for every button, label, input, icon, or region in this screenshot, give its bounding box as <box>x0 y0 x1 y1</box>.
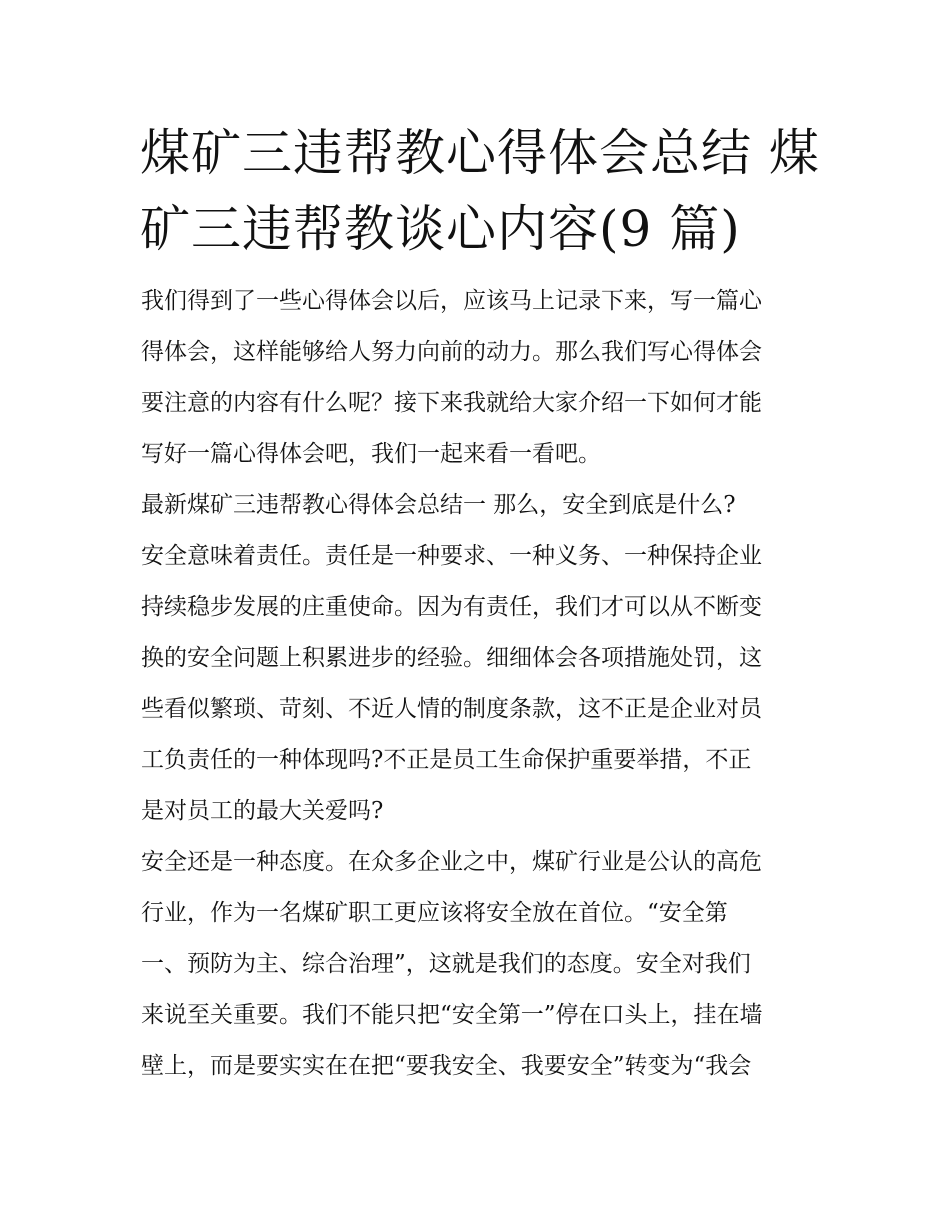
body-text-line: 要注意的内容有什么呢？接下来我就给大家介绍一下如何才能 <box>141 390 762 416</box>
body-text-line: 安全意味着责任。责任是一种要求、一种义务、一种保持企业 <box>141 543 762 569</box>
title-line: 煤矿三违帮教心得体会总结 煤 <box>140 124 820 182</box>
document-body <box>141 282 821 1098</box>
section-heading-line: 最新煤矿三违帮教心得体会总结一 那么，安全到底是什么? <box>141 492 736 518</box>
body-text-line: 工负责任的一种体现吗?不正是员工生命保护重要举措，不正 <box>141 747 752 773</box>
body-text-line: 壁上，而是要实实在在把“要我安全、我要安全”转变为“我会 <box>141 1053 752 1079</box>
body-text-line: 是对员工的最大关爱吗? <box>141 798 384 824</box>
body-text-line: 一、预防为主、综合治理”，这就是我们的态度。安全对我们 <box>141 951 751 977</box>
body-text-line: 安全还是一种态度。在众多企业之中，煤矿行业是公认的高危 <box>141 849 762 875</box>
title-line: 矿三违帮教谈心内容(9 篇) <box>140 200 741 258</box>
body-text-line: 得体会，这样能够给人努力向前的动力。那么我们写心得体会 <box>141 339 762 365</box>
body-text-line: 些看似繁琐、苛刻、不近人情的制度条款，这不正是企业对员 <box>141 696 762 722</box>
body-text-line: 来说至关重要。我们不能只把“安全第一”停在口头上，挂在墙 <box>141 1002 763 1028</box>
body-text-line: 行业，作为一名煤矿职工更应该将安全放在首位。“安全第 <box>141 900 728 926</box>
body-text-line: 我们得到了一些心得体会以后，应该马上记录下来，写一篇心 <box>141 288 762 314</box>
body-text-line: 换的安全问题上积累进步的经验。细细体会各项措施处罚，这 <box>141 645 762 671</box>
body-text-line: 写好一篇心得体会吧，我们一起来看一看吧。 <box>141 441 601 467</box>
body-text-line: 持续稳步发展的庄重使命。因为有责任，我们才可以从不断变 <box>141 594 762 620</box>
document-title <box>140 115 840 267</box>
